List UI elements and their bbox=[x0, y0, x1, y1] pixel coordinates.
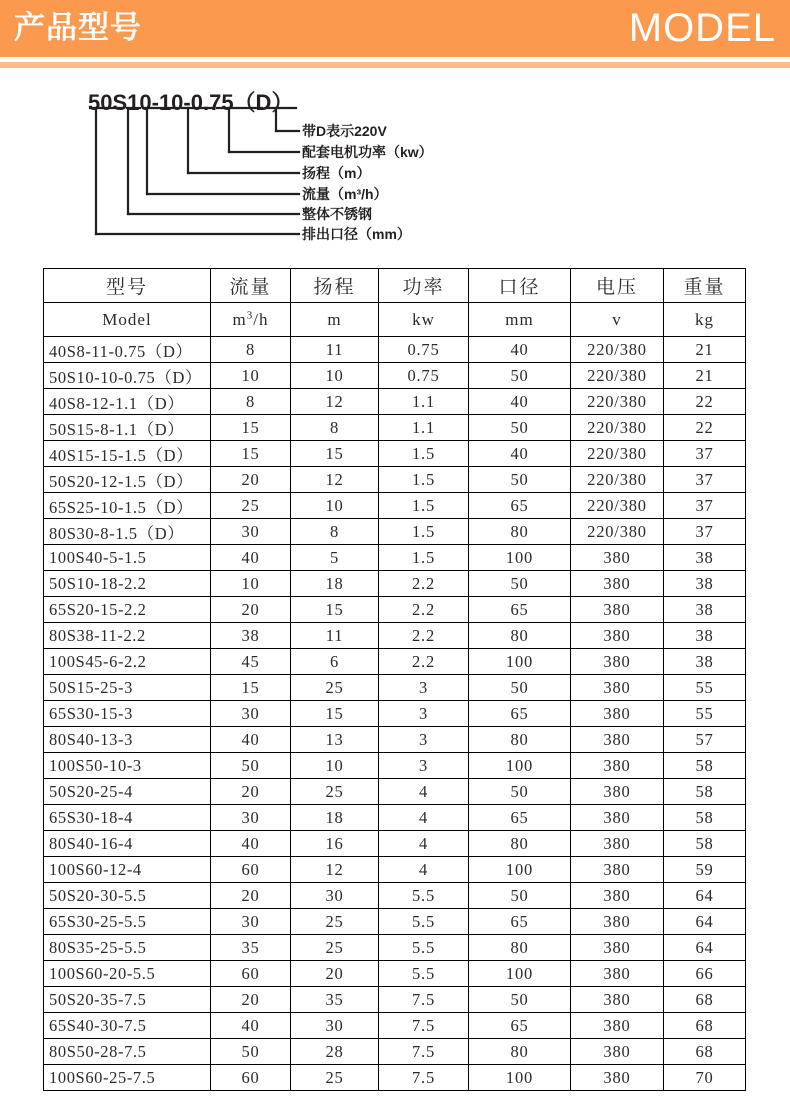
cell-weight: 38 bbox=[664, 649, 746, 675]
cell-flow: 45 bbox=[211, 649, 291, 675]
diagram-label-bore: 排出口径（mm） bbox=[302, 226, 411, 242]
cell-voltage: 220/380 bbox=[571, 363, 664, 389]
table-row bbox=[44, 389, 746, 415]
table-row bbox=[44, 831, 746, 857]
col-header-weight: 重量 bbox=[664, 269, 746, 303]
table-row bbox=[44, 545, 746, 571]
cell-power: 5.5 bbox=[379, 961, 469, 987]
cell-weight: 59 bbox=[664, 857, 746, 883]
cell-bore: 50 bbox=[469, 987, 571, 1013]
cell-power: 2.2 bbox=[379, 623, 469, 649]
table-row bbox=[44, 701, 746, 727]
cell-head: 13 bbox=[291, 727, 379, 753]
col-unit-model: Model bbox=[44, 303, 211, 337]
cell-weight: 21 bbox=[664, 337, 746, 363]
table-body bbox=[44, 337, 746, 1091]
table-row bbox=[44, 519, 746, 545]
cell-voltage: 380 bbox=[571, 857, 664, 883]
cell-weight: 58 bbox=[664, 779, 746, 805]
table-row bbox=[44, 883, 746, 909]
cell-voltage: 380 bbox=[571, 987, 664, 1013]
table-row bbox=[44, 649, 746, 675]
cell-bore: 50 bbox=[469, 675, 571, 701]
table-row bbox=[44, 779, 746, 805]
table-row bbox=[44, 415, 746, 441]
cell-power: 1.5 bbox=[379, 493, 469, 519]
cell-weight: 38 bbox=[664, 571, 746, 597]
cell-voltage: 380 bbox=[571, 805, 664, 831]
cell-model: 65S20-15-2.2 bbox=[44, 597, 211, 623]
cell-model: 50S20-12-1.5（D） bbox=[44, 467, 211, 493]
cell-head: 10 bbox=[291, 493, 379, 519]
cell-model: 100S40-5-1.5 bbox=[44, 545, 211, 571]
cell-flow: 60 bbox=[211, 961, 291, 987]
page-title-cn: 产品型号 bbox=[14, 10, 142, 45]
banner-underline-accent bbox=[0, 62, 790, 68]
cell-bore: 100 bbox=[469, 1065, 571, 1091]
cell-voltage: 220/380 bbox=[571, 337, 664, 363]
cell-flow: 30 bbox=[211, 805, 291, 831]
cell-flow: 10 bbox=[211, 363, 291, 389]
cell-bore: 80 bbox=[469, 831, 571, 857]
cell-weight: 64 bbox=[664, 935, 746, 961]
table-row bbox=[44, 571, 746, 597]
cell-power: 5.5 bbox=[379, 883, 469, 909]
cell-model: 100S60-12-4 bbox=[44, 857, 211, 883]
cell-head: 15 bbox=[291, 701, 379, 727]
cell-weight: 66 bbox=[664, 961, 746, 987]
diagram-label-flow: 流量（m³/h） bbox=[302, 186, 388, 202]
cell-voltage: 220/380 bbox=[571, 519, 664, 545]
cell-flow: 10 bbox=[211, 571, 291, 597]
specification-table bbox=[43, 268, 746, 1091]
model-code-sample: 50S10-10-0.75（D） bbox=[88, 90, 294, 115]
cell-power: 3 bbox=[379, 701, 469, 727]
cell-flow: 20 bbox=[211, 597, 291, 623]
cell-power: 3 bbox=[379, 727, 469, 753]
cell-head: 30 bbox=[291, 883, 379, 909]
cell-weight: 37 bbox=[664, 493, 746, 519]
cell-bore: 50 bbox=[469, 571, 571, 597]
cell-bore: 40 bbox=[469, 389, 571, 415]
col-unit-voltage: v bbox=[571, 303, 664, 337]
cell-head: 8 bbox=[291, 519, 379, 545]
col-unit-head: m bbox=[291, 303, 379, 337]
cell-weight: 38 bbox=[664, 623, 746, 649]
cell-model: 40S8-12-1.1（D） bbox=[44, 389, 211, 415]
cell-flow: 40 bbox=[211, 831, 291, 857]
cell-voltage: 380 bbox=[571, 623, 664, 649]
cell-head: 15 bbox=[291, 441, 379, 467]
cell-voltage: 220/380 bbox=[571, 467, 664, 493]
col-header-power: 功率 bbox=[379, 269, 469, 303]
col-unit-flow: $m^3/h$ bbox=[211, 303, 291, 337]
cell-weight: 64 bbox=[664, 883, 746, 909]
cell-power: 4 bbox=[379, 805, 469, 831]
cell-flow: 8 bbox=[211, 389, 291, 415]
cell-flow: 38 bbox=[211, 623, 291, 649]
cell-model: 65S30-25-5.5 bbox=[44, 909, 211, 935]
cell-model: 80S40-16-4 bbox=[44, 831, 211, 857]
cell-head: 5 bbox=[291, 545, 379, 571]
cell-power: 7.5 bbox=[379, 1013, 469, 1039]
cell-power: 1.5 bbox=[379, 467, 469, 493]
cell-weight: 37 bbox=[664, 467, 746, 493]
cell-bore: 100 bbox=[469, 649, 571, 675]
cell-model: 80S50-28-7.5 bbox=[44, 1039, 211, 1065]
col-header-voltage: 电压 bbox=[571, 269, 664, 303]
table-row bbox=[44, 805, 746, 831]
cell-weight: 68 bbox=[664, 1013, 746, 1039]
cell-weight: 37 bbox=[664, 441, 746, 467]
cell-model: 80S38-11-2.2 bbox=[44, 623, 211, 649]
cell-voltage: 380 bbox=[571, 909, 664, 935]
cell-flow: 60 bbox=[211, 1065, 291, 1091]
cell-voltage: 380 bbox=[571, 1065, 664, 1091]
cell-voltage: 380 bbox=[571, 779, 664, 805]
table-row bbox=[44, 987, 746, 1013]
cell-bore: 50 bbox=[469, 467, 571, 493]
cell-head: 25 bbox=[291, 779, 379, 805]
cell-flow: 40 bbox=[211, 1013, 291, 1039]
cell-flow: 50 bbox=[211, 1039, 291, 1065]
cell-flow: 40 bbox=[211, 727, 291, 753]
cell-bore: 50 bbox=[469, 883, 571, 909]
cell-head: 15 bbox=[291, 597, 379, 623]
cell-head: 25 bbox=[291, 935, 379, 961]
col-unit-power: kw bbox=[379, 303, 469, 337]
cell-bore: 50 bbox=[469, 363, 571, 389]
cell-voltage: 380 bbox=[571, 649, 664, 675]
table-row bbox=[44, 857, 746, 883]
cell-voltage: 380 bbox=[571, 545, 664, 571]
diagram-label-material: 整体不锈钢 bbox=[302, 206, 372, 222]
cell-weight: 57 bbox=[664, 727, 746, 753]
cell-model: 50S15-8-1.1（D） bbox=[44, 415, 211, 441]
cell-bore: 100 bbox=[469, 545, 571, 571]
cell-power: 1.5 bbox=[379, 441, 469, 467]
cell-bore: 65 bbox=[469, 909, 571, 935]
cell-bore: 50 bbox=[469, 779, 571, 805]
cell-flow: 30 bbox=[211, 519, 291, 545]
cell-voltage: 380 bbox=[571, 753, 664, 779]
model-code-leader-lines bbox=[0, 80, 790, 250]
diagram-label-voltage: 带D表示220V bbox=[302, 123, 387, 139]
cell-power: 7.5 bbox=[379, 1065, 469, 1091]
cell-head: 18 bbox=[291, 571, 379, 597]
table-row bbox=[44, 467, 746, 493]
page-title-en: MODEL bbox=[628, 6, 776, 50]
cell-model: 50S20-35-7.5 bbox=[44, 987, 211, 1013]
cell-model: 65S25-10-1.5（D） bbox=[44, 493, 211, 519]
cell-weight: 22 bbox=[664, 415, 746, 441]
cell-power: 1.1 bbox=[379, 415, 469, 441]
cell-flow: 20 bbox=[211, 987, 291, 1013]
cell-bore: 65 bbox=[469, 805, 571, 831]
cell-weight: 38 bbox=[664, 597, 746, 623]
cell-flow: 35 bbox=[211, 935, 291, 961]
cell-power: 1.5 bbox=[379, 519, 469, 545]
cell-power: 7.5 bbox=[379, 987, 469, 1013]
cell-power: 0.75 bbox=[379, 363, 469, 389]
table-row bbox=[44, 493, 746, 519]
cell-bore: 65 bbox=[469, 1013, 571, 1039]
cell-weight: 64 bbox=[664, 909, 746, 935]
table-row bbox=[44, 597, 746, 623]
cell-head: 30 bbox=[291, 1013, 379, 1039]
cell-voltage: 380 bbox=[571, 883, 664, 909]
cell-bore: 100 bbox=[469, 857, 571, 883]
table-row bbox=[44, 727, 746, 753]
cell-bore: 40 bbox=[469, 337, 571, 363]
cell-bore: 40 bbox=[469, 441, 571, 467]
cell-weight: 58 bbox=[664, 753, 746, 779]
cell-power: 4 bbox=[379, 831, 469, 857]
cell-weight: 55 bbox=[664, 701, 746, 727]
cell-power: 1.5 bbox=[379, 545, 469, 571]
cell-bore: 65 bbox=[469, 493, 571, 519]
cell-flow: 40 bbox=[211, 545, 291, 571]
cell-weight: 58 bbox=[664, 831, 746, 857]
cell-head: 18 bbox=[291, 805, 379, 831]
cell-flow: 60 bbox=[211, 857, 291, 883]
cell-flow: 30 bbox=[211, 701, 291, 727]
cell-weight: 58 bbox=[664, 805, 746, 831]
cell-bore: 80 bbox=[469, 1039, 571, 1065]
cell-model: 50S20-30-5.5 bbox=[44, 883, 211, 909]
cell-voltage: 380 bbox=[571, 571, 664, 597]
cell-power: 2.2 bbox=[379, 597, 469, 623]
cell-head: 11 bbox=[291, 337, 379, 363]
cell-voltage: 380 bbox=[571, 675, 664, 701]
cell-head: 20 bbox=[291, 961, 379, 987]
cell-voltage: 380 bbox=[571, 701, 664, 727]
cell-bore: 65 bbox=[469, 701, 571, 727]
cell-flow: 8 bbox=[211, 337, 291, 363]
cell-power: 3 bbox=[379, 753, 469, 779]
cell-flow: 15 bbox=[211, 441, 291, 467]
cell-power: 4 bbox=[379, 857, 469, 883]
table-row bbox=[44, 961, 746, 987]
table-header-row-units bbox=[44, 303, 746, 337]
cell-head: 12 bbox=[291, 467, 379, 493]
cell-power: 1.1 bbox=[379, 389, 469, 415]
cell-voltage: 380 bbox=[571, 727, 664, 753]
cell-flow: 30 bbox=[211, 909, 291, 935]
cell-voltage: 220/380 bbox=[571, 441, 664, 467]
cell-head: 12 bbox=[291, 389, 379, 415]
cell-bore: 80 bbox=[469, 935, 571, 961]
cell-bore: 100 bbox=[469, 961, 571, 987]
cell-model: 100S60-25-7.5 bbox=[44, 1065, 211, 1091]
cell-model: 50S10-10-0.75（D） bbox=[44, 363, 211, 389]
col-unit-weight: kg bbox=[664, 303, 746, 337]
cell-flow: 20 bbox=[211, 467, 291, 493]
cell-power: 4 bbox=[379, 779, 469, 805]
cell-head: 16 bbox=[291, 831, 379, 857]
cell-voltage: 220/380 bbox=[571, 389, 664, 415]
cell-power: 5.5 bbox=[379, 909, 469, 935]
cell-weight: 68 bbox=[664, 987, 746, 1013]
cell-bore: 100 bbox=[469, 753, 571, 779]
col-header-model: 型号 bbox=[44, 269, 211, 303]
col-header-head: 扬程 bbox=[291, 269, 379, 303]
cell-flow: 50 bbox=[211, 753, 291, 779]
table-header-row-cn bbox=[44, 269, 746, 303]
table-row bbox=[44, 363, 746, 389]
cell-head: 10 bbox=[291, 753, 379, 779]
cell-model: 100S60-20-5.5 bbox=[44, 961, 211, 987]
col-header-bore: 口径 bbox=[469, 269, 571, 303]
cell-voltage: 380 bbox=[571, 1039, 664, 1065]
cell-model: 65S30-15-3 bbox=[44, 701, 211, 727]
cell-voltage: 380 bbox=[571, 597, 664, 623]
cell-voltage: 220/380 bbox=[571, 415, 664, 441]
cell-power: 0.75 bbox=[379, 337, 469, 363]
cell-power: 7.5 bbox=[379, 1039, 469, 1065]
table-row bbox=[44, 675, 746, 701]
model-code-diagram bbox=[0, 80, 790, 250]
cell-power: 2.2 bbox=[379, 649, 469, 675]
page-header-banner bbox=[0, 0, 790, 57]
cell-voltage: 220/380 bbox=[571, 493, 664, 519]
cell-head: 25 bbox=[291, 675, 379, 701]
cell-head: 6 bbox=[291, 649, 379, 675]
diagram-label-head: 扬程（m） bbox=[302, 165, 371, 181]
table-header-group bbox=[44, 269, 746, 337]
cell-flow: 20 bbox=[211, 779, 291, 805]
cell-model: 50S15-25-3 bbox=[44, 675, 211, 701]
table-row bbox=[44, 441, 746, 467]
cell-weight: 22 bbox=[664, 389, 746, 415]
cell-model: 40S15-15-1.5（D） bbox=[44, 441, 211, 467]
table-row bbox=[44, 1039, 746, 1065]
cell-model: 100S50-10-3 bbox=[44, 753, 211, 779]
cell-head: 25 bbox=[291, 1065, 379, 1091]
cell-head: 25 bbox=[291, 909, 379, 935]
cell-model: 80S35-25-5.5 bbox=[44, 935, 211, 961]
cell-bore: 80 bbox=[469, 623, 571, 649]
cell-head: 12 bbox=[291, 857, 379, 883]
cell-weight: 38 bbox=[664, 545, 746, 571]
cell-head: 11 bbox=[291, 623, 379, 649]
table-row bbox=[44, 1013, 746, 1039]
col-header-flow: 流量 bbox=[211, 269, 291, 303]
table-row bbox=[44, 1065, 746, 1091]
cell-power: 3 bbox=[379, 675, 469, 701]
cell-voltage: 380 bbox=[571, 961, 664, 987]
table-row bbox=[44, 623, 746, 649]
cell-flow: 20 bbox=[211, 883, 291, 909]
cell-voltage: 380 bbox=[571, 831, 664, 857]
cell-flow: 15 bbox=[211, 415, 291, 441]
cell-flow: 15 bbox=[211, 675, 291, 701]
cell-voltage: 380 bbox=[571, 935, 664, 961]
cell-head: 28 bbox=[291, 1039, 379, 1065]
col-unit-bore: mm bbox=[469, 303, 571, 337]
cell-head: 8 bbox=[291, 415, 379, 441]
cell-weight: 21 bbox=[664, 363, 746, 389]
cell-power: 2.2 bbox=[379, 571, 469, 597]
cell-model: 50S10-18-2.2 bbox=[44, 571, 211, 597]
cell-weight: 37 bbox=[664, 519, 746, 545]
cell-power: 5.5 bbox=[379, 935, 469, 961]
cell-model: 50S20-25-4 bbox=[44, 779, 211, 805]
cell-bore: 80 bbox=[469, 727, 571, 753]
cell-model: 80S40-13-3 bbox=[44, 727, 211, 753]
cell-head: 10 bbox=[291, 363, 379, 389]
cell-bore: 65 bbox=[469, 597, 571, 623]
table-row bbox=[44, 935, 746, 961]
cell-head: 35 bbox=[291, 987, 379, 1013]
cell-model: 65S30-18-4 bbox=[44, 805, 211, 831]
cell-weight: 55 bbox=[664, 675, 746, 701]
cell-bore: 50 bbox=[469, 415, 571, 441]
table-row bbox=[44, 753, 746, 779]
cell-model: 65S40-30-7.5 bbox=[44, 1013, 211, 1039]
cell-model: 40S8-11-0.75（D） bbox=[44, 337, 211, 363]
cell-bore: 80 bbox=[469, 519, 571, 545]
diagram-label-power: 配套电机功率（kw） bbox=[302, 144, 433, 160]
cell-model: 80S30-8-1.5（D） bbox=[44, 519, 211, 545]
cell-model: 100S45-6-2.2 bbox=[44, 649, 211, 675]
cell-weight: 68 bbox=[664, 1039, 746, 1065]
cell-flow: 25 bbox=[211, 493, 291, 519]
table-row bbox=[44, 337, 746, 363]
cell-voltage: 380 bbox=[571, 1013, 664, 1039]
cell-weight: 70 bbox=[664, 1065, 746, 1091]
table-row bbox=[44, 909, 746, 935]
